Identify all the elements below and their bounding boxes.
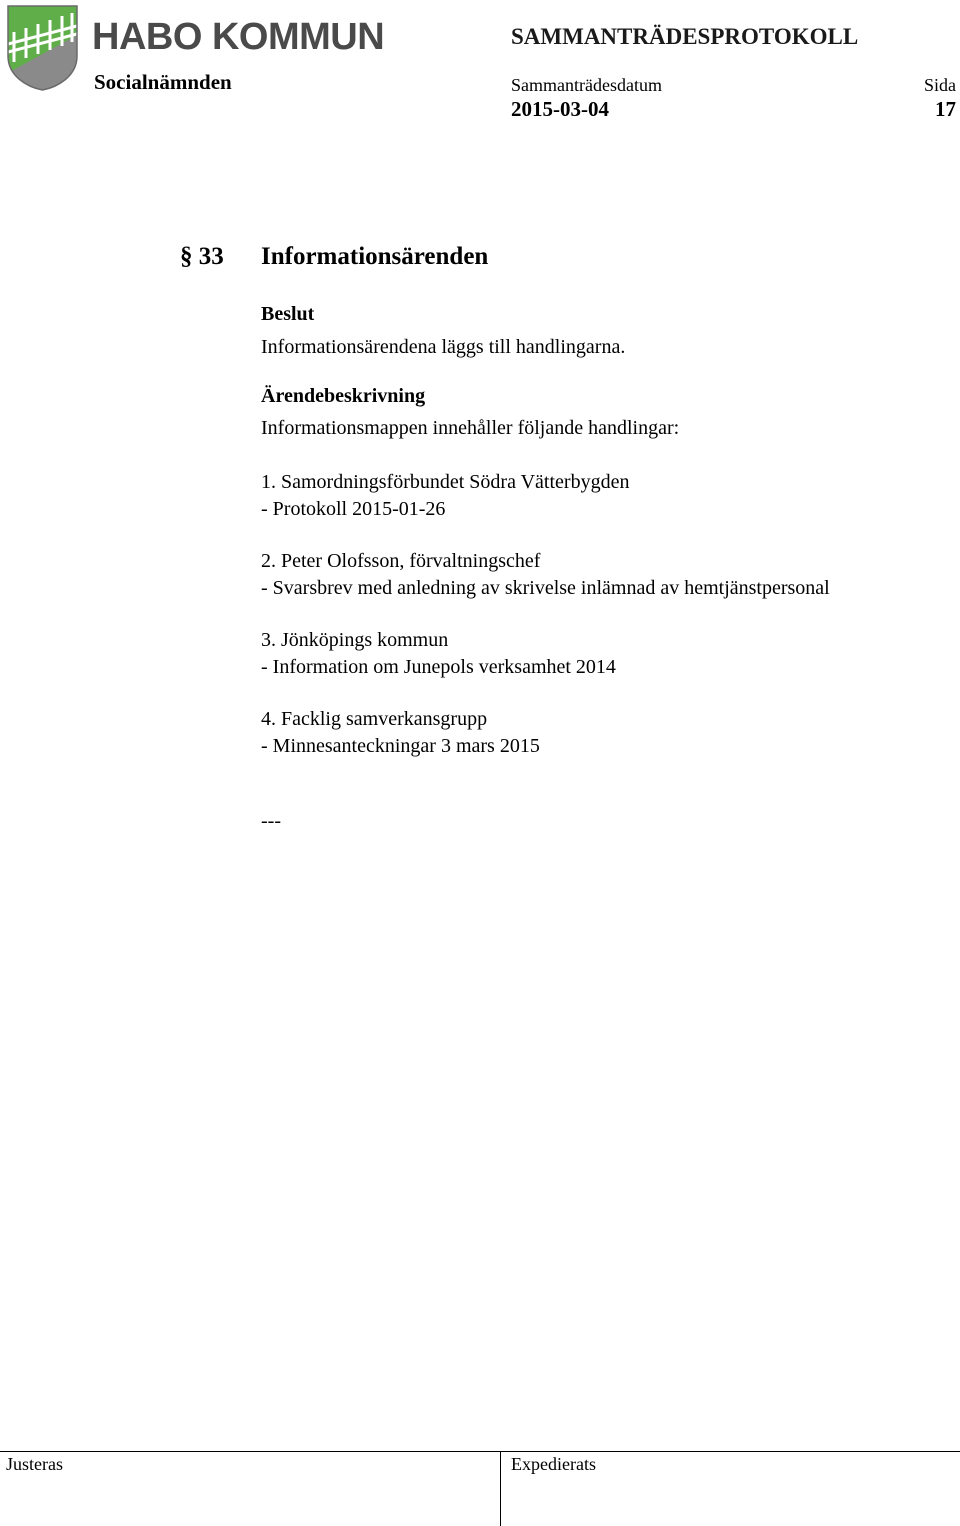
habo-coat-of-arms-icon bbox=[6, 4, 79, 92]
page-number: 17 bbox=[935, 97, 956, 121]
section-separator: --- bbox=[261, 810, 281, 832]
list-item-detail: - Protokoll 2015-01-26 bbox=[261, 497, 446, 520]
list-item-detail: - Information om Junepols verksamhet 2014 bbox=[261, 655, 616, 678]
meeting-date-value: 2015-03-04 bbox=[511, 97, 609, 121]
list-item bbox=[261, 627, 830, 680]
footer-rule bbox=[0, 1451, 960, 1452]
committee-name: Socialnämnden bbox=[94, 70, 232, 94]
meeting-date-label: Sammanträdesdatum bbox=[511, 75, 662, 95]
list-item bbox=[261, 548, 830, 601]
decision-text: Informationsärendena läggs till handlingarna. bbox=[261, 336, 626, 358]
list-item-title: 3. Jönköpings kommun bbox=[261, 629, 449, 651]
municipality-logo-text: HABO KOMMUN bbox=[92, 16, 385, 58]
footer-justeras-label: Justeras bbox=[6, 1454, 63, 1474]
footer-expedierats-label: Expedierats bbox=[511, 1454, 596, 1474]
list-item-detail: - Svarsbrev med anledning av skrivelse inlämnad av hemtjänstpersonal bbox=[261, 576, 830, 599]
description-heading: Ärendebeskrivning bbox=[261, 385, 426, 407]
document-type: SAMMANTRÄDESPROTOKOLL bbox=[511, 24, 859, 49]
footer-divider bbox=[500, 1452, 501, 1526]
description-intro: Informationsmappen innehåller följande handlingar: bbox=[261, 417, 680, 439]
list-item-title: 4. Facklig samverkansgrupp bbox=[261, 708, 488, 730]
list-item bbox=[261, 706, 830, 759]
list-item-title: 2. Peter Olofsson, förvaltningschef bbox=[261, 550, 541, 572]
page-label: Sida bbox=[923, 75, 956, 95]
section-title: Informationsärenden bbox=[261, 243, 489, 270]
list-item-detail: - Minnesanteckningar 3 mars 2015 bbox=[261, 734, 540, 757]
section-number: § 33 bbox=[180, 243, 224, 270]
list-item bbox=[261, 469, 830, 522]
list-item-title: 1. Samordningsförbundet Södra Vätterbygden bbox=[261, 471, 630, 493]
documents-list bbox=[261, 469, 830, 785]
decision-heading: Beslut bbox=[261, 303, 315, 325]
